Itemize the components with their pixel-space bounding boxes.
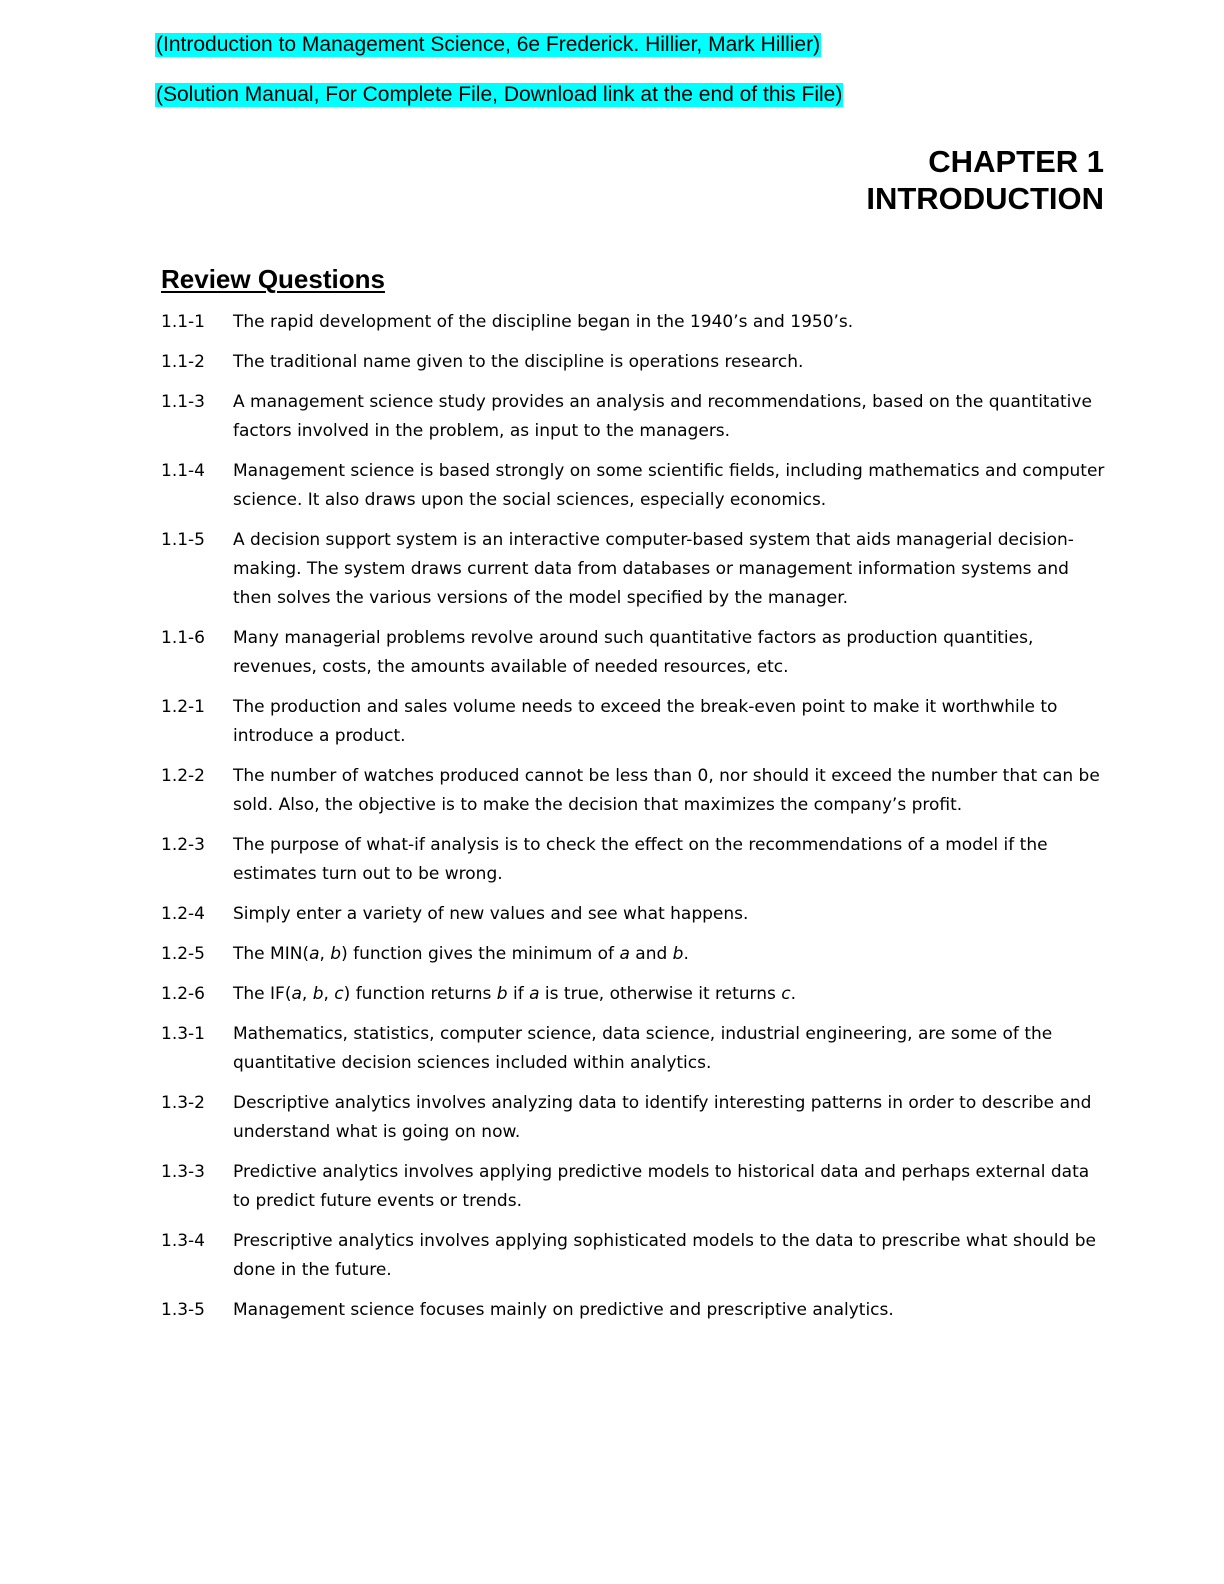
answer-text: Predictive analytics involves applying predictive models to historical data and perhaps external data to predict future events or trends.: [233, 1162, 1090, 1211]
question-number: 1.3-1: [161, 1024, 205, 1044]
question-number: 1.2-2: [161, 766, 205, 786]
answer-text: Mathematics, statistics, computer science, data science, industrial engineering, are some of the quantitative decision sciences included within analytics.: [233, 1024, 1053, 1073]
list-item: [161, 980, 1111, 1009]
review-questions-heading: Review Questions: [161, 264, 385, 294]
answer-text: The IF(a, b, c) function returns b if a is true, otherwise it returns c.: [233, 984, 797, 1004]
answer-text: The purpose of what-if analysis is to check the effect on the recommendations of a model if the estimates turn out to be wrong.: [233, 835, 1048, 884]
review-questions-list: [161, 308, 1111, 1336]
list-item: [161, 1296, 1111, 1325]
answer-text: The traditional name given to the discipline is operations research.: [233, 352, 804, 372]
question-number: 1.2-5: [161, 944, 205, 964]
question-number: 1.2-1: [161, 697, 205, 717]
list-item: [161, 762, 1111, 820]
list-item: [161, 900, 1111, 929]
list-item: [161, 1020, 1111, 1078]
answer-text: The MIN(a, b) function gives the minimum of a and b.: [233, 944, 689, 964]
question-number: 1.3-5: [161, 1300, 205, 1320]
chapter-heading: [866, 143, 1104, 217]
list-item: [161, 526, 1111, 613]
question-number: 1.1-2: [161, 352, 205, 372]
answer-text: The number of watches produced cannot be less than 0, nor should it exceed the number that can be sold. Also, the objective is to make the decision that maximizes the company’s profit.: [233, 766, 1100, 815]
answer-text: The rapid development of the discipline began in the 1940’s and 1950’s.: [233, 312, 854, 332]
chapter-title: INTRODUCTION: [866, 181, 1104, 216]
book-title-banner: (Introduction to Management Science, 6e Frederick. Hillier, Mark Hillier): [156, 33, 821, 56]
question-number: 1.2-3: [161, 835, 205, 855]
list-item: [161, 1227, 1111, 1285]
question-number: 1.2-4: [161, 904, 205, 924]
list-item: [161, 308, 1111, 337]
list-item: [161, 1158, 1111, 1216]
question-number: 1.1-4: [161, 461, 205, 481]
question-number: 1.1-6: [161, 628, 205, 648]
list-item: [161, 388, 1111, 446]
question-number: 1.3-3: [161, 1162, 205, 1182]
answer-text: Management science is based strongly on some scientific fields, including mathematics and computer science. It also draws upon the social sciences, especially economics.: [233, 461, 1105, 510]
list-item: [161, 348, 1111, 377]
list-item: [161, 693, 1111, 751]
answer-text: Many managerial problems revolve around such quantitative factors as production quantities, revenues, costs, the amounts available of needed resources, etc.: [233, 628, 1034, 677]
question-number: 1.1-3: [161, 392, 205, 412]
question-number: 1.1-1: [161, 312, 205, 332]
question-number: 1.1-5: [161, 530, 205, 550]
list-item: [161, 457, 1111, 515]
chapter-number: CHAPTER 1: [928, 144, 1104, 179]
solution-manual-banner: (Solution Manual, For Complete File, Download link at the end of this File): [156, 83, 843, 106]
list-item: [161, 940, 1111, 969]
question-number: 1.2-6: [161, 984, 205, 1004]
question-number: 1.3-2: [161, 1093, 205, 1113]
answer-text: Descriptive analytics involves analyzing data to identify interesting patterns in order to describe and understand what is going on now.: [233, 1093, 1092, 1142]
answer-text: A management science study provides an analysis and recommendations, based on the quantitative factors involved in the problem, as input to the managers.: [233, 392, 1092, 441]
answer-text: A decision support system is an interactive computer-based system that aids managerial decision-making. The system draws current data from databases or management information systems and then solves the various versions of the model specified by the manager.: [233, 530, 1074, 608]
list-item: [161, 831, 1111, 889]
list-item: [161, 624, 1111, 682]
answer-text: Management science focuses mainly on predictive and prescriptive analytics.: [233, 1300, 894, 1320]
list-item: [161, 1089, 1111, 1147]
answer-text: The production and sales volume needs to exceed the break-even point to make it worthwhile to introduce a product.: [233, 697, 1058, 746]
answer-text: Simply enter a variety of new values and see what happens.: [233, 904, 749, 924]
question-number: 1.3-4: [161, 1231, 205, 1251]
answer-text: Prescriptive analytics involves applying sophisticated models to the data to prescribe what should be done in the future.: [233, 1231, 1096, 1280]
